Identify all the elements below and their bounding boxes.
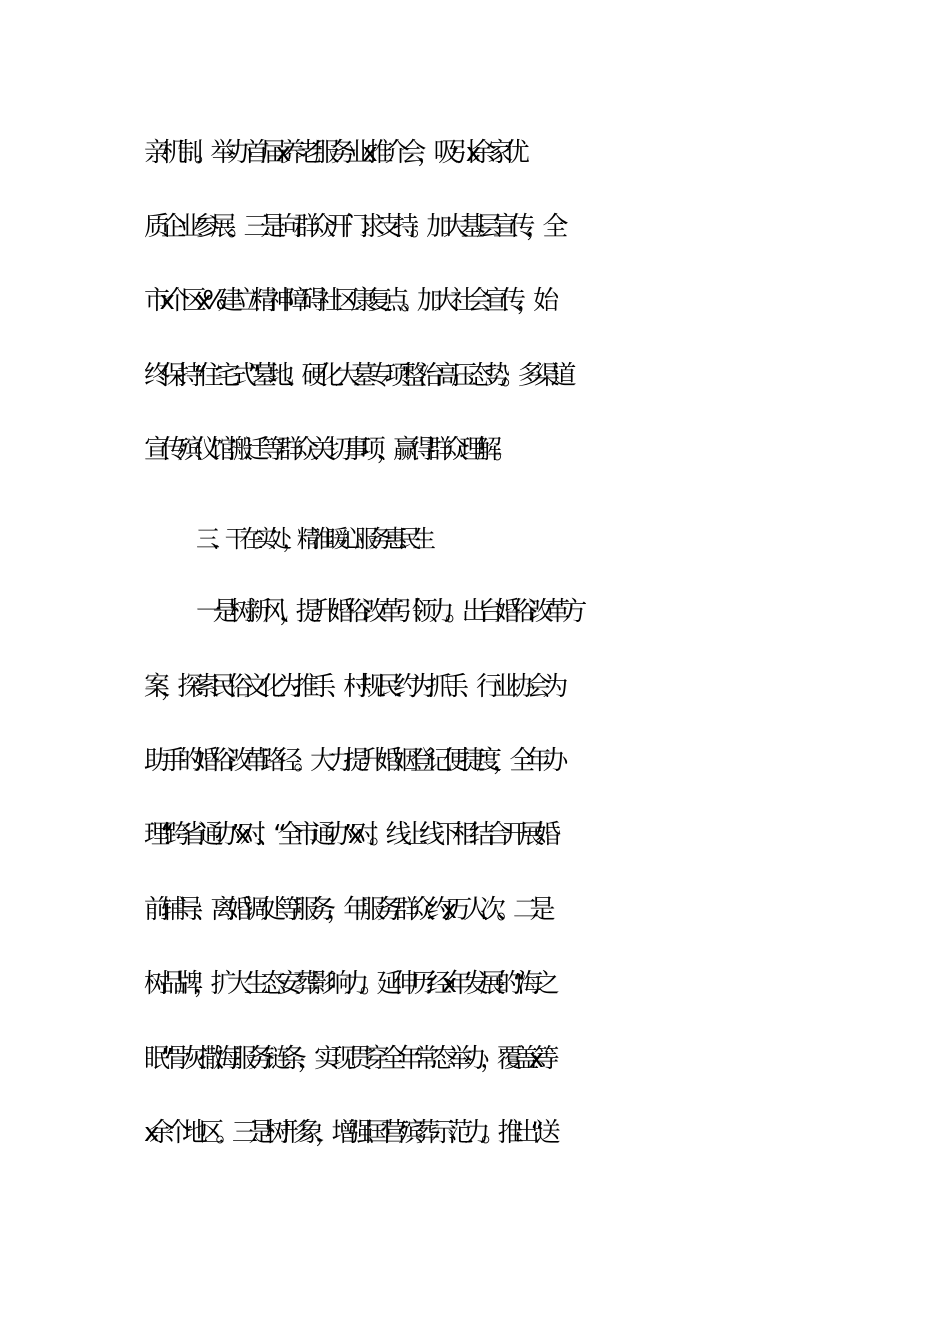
paragraph-2-line-1: 一是树新风，提升婚俗改革引领力。出台婚俗改革方 xyxy=(196,597,578,627)
paragraph-1-line-4: 终保持“住宅式”墓地、硬化大墓专项整治高压态势。多渠道 xyxy=(144,361,568,391)
paragraph-1-line-1: 亲机制。举办首届 x 养老服务业 x 推介会，吸引 x 余家优 xyxy=(144,138,521,168)
paragraph-1-line-3: 市 x 个区 x%建立精神障碍社区康复点。加大社会宣传，始 xyxy=(144,286,550,316)
section-heading: 三、干在实处，精准暖心服务惠民生 xyxy=(196,525,427,553)
paragraph-2-line-5: 前辅导、离婚调处等服务，年服务群众约 x 万人次。二是 xyxy=(144,895,547,925)
paragraph-1-line-2: 质企业参展。三是向群众开门求支持。加大基层宣传，全 xyxy=(144,212,560,242)
paragraph-1-line-5: 宣传殡仪馆搬迁等群众关切事项，赢得群众理解。 xyxy=(144,435,510,465)
paragraph-2-line-6: 树品牌，扩大生态安葬影响力。延伸历经 x 年发展的“海之 xyxy=(144,969,551,999)
paragraph-2-line-8: x 余个地区。三是树形象，增强国营殡葬示范力。推出“送 xyxy=(144,1118,552,1148)
paragraph-2-line-7: 眠”骨灰撒海服务链条，实现贯穿全年常态举办，覆盖 x 等 xyxy=(144,1044,551,1074)
paragraph-2-line-3: 助手的婚俗改革路径。大力提升婚姻登记便捷度，全年办 xyxy=(144,746,560,776)
paragraph-2-line-4: 理“跨省通办”x 对、“全市通办”x 对。线上线下相结合开展婚 xyxy=(144,820,552,850)
paragraph-2-line-2: 案，探索民俗文化为推手、村规民约为抓手、行业协会为 xyxy=(144,672,560,702)
